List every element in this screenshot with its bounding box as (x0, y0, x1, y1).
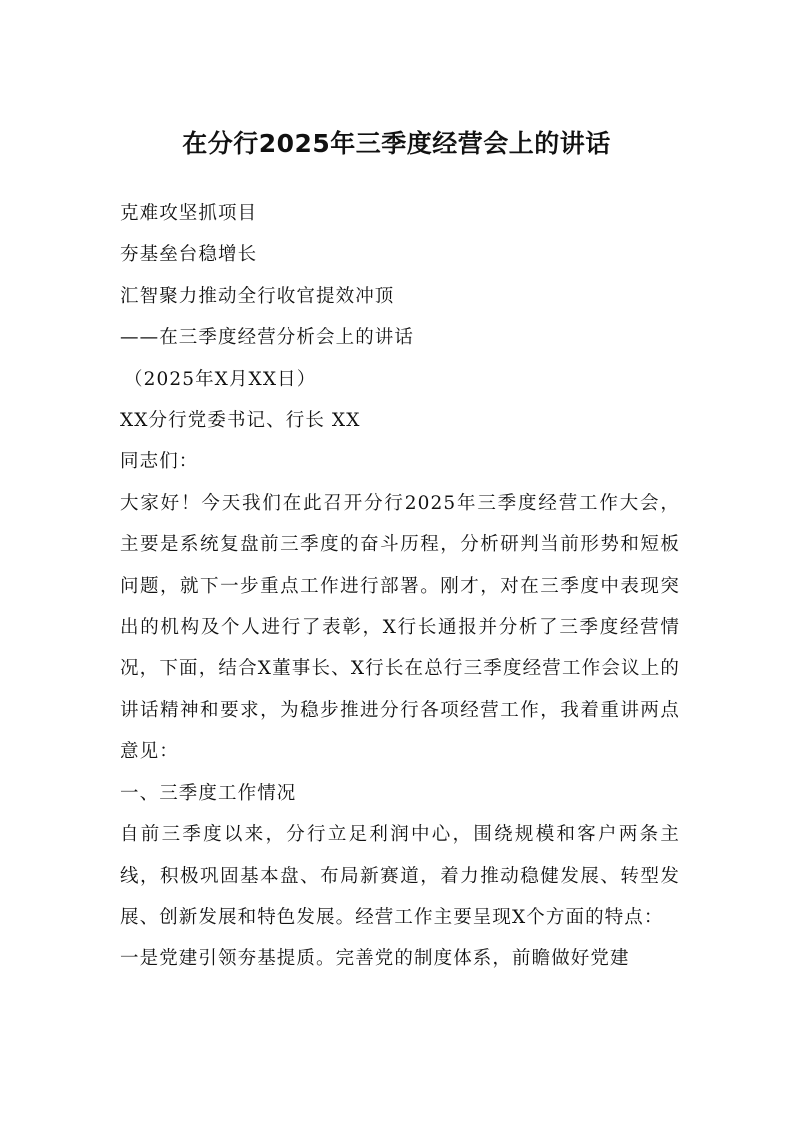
salutation: 同志们： (120, 451, 199, 473)
speech-date: （2025年X月XX日） (124, 368, 317, 390)
document-title: 在分行2025年三季度经营会上的讲话 (182, 129, 611, 158)
heading-line-3: 汇智聚力推动全行收官提效冲顶 (120, 285, 395, 307)
section-heading: 一、三季度工作情况 (120, 782, 297, 804)
heading-line-2: 夯基垒台稳增长 (120, 244, 258, 266)
paragraph-overview: 自前三季度以来，分行立足利润中心，围绕规模和客户两条主线，积极巩固基本盘、布局新赛道，着力推动稳健发展、转型发展、创新发展和特色发展。经营工作主要呈现X个方面的特点： (120, 824, 680, 928)
paragraph-opening: 大家好！今天我们在此召开分行2025年三季度经营工作大会，主要是系统复盘前三季度的奋斗历程，分析研判当前形势和短板问题，就下一步重点工作进行部署。刚才，对在三季度中表现突出的机构及个人进行了表彰，X行长通报并分析了三季度经营情况，下面，结合X董事长、X行长在总行三季度经营工作会议上的讲话精神和要求，为稳步推进分行各项经营工作，我着重讲两点意见： (120, 492, 680, 763)
speech-subtitle: ——在三季度经营分析会上的讲话 (120, 327, 415, 349)
speaker-line: XX分行党委书记、行长 XX (120, 410, 361, 432)
paragraph-point-one: 一是党建引领夯基提质。完善党的制度体系，前瞻做好党建 (120, 948, 630, 970)
document-body (120, 193, 680, 980)
heading-line-1: 克难攻坚抓项目 (120, 203, 258, 224)
